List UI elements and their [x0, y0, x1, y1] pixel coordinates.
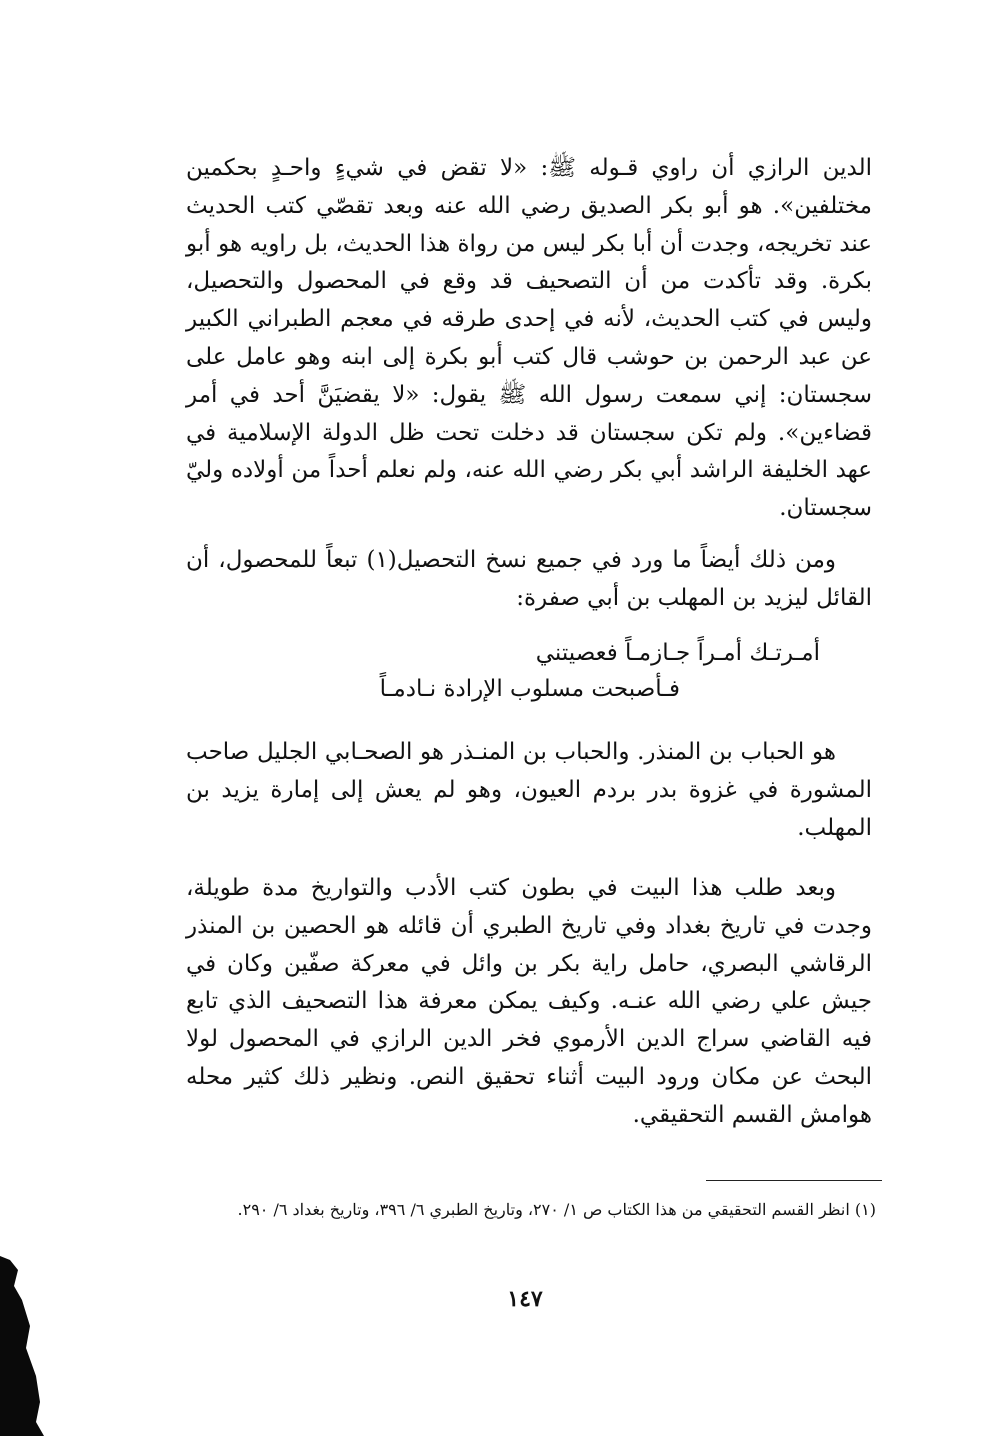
paragraph-3: هو الحباب بن المنذر. والحباب بن المنـذر هو الصحـابي الجليل صاحب المشورة في غزوة بدر بردم العيون، وهو لم يعش إلى إمارة يزيد بن المهلب. [186, 739, 872, 841]
page-number: ١٤٧ [507, 1286, 543, 1312]
scan-shadow-edge [0, 1256, 48, 1436]
verse-first-hemistich: أمـرتـك أمـراً جـازمـاً فعصيتني [535, 640, 820, 666]
paragraph-2: ومن ذلك أيضاً ما ورد في جميع نسخ التحصيل(١) تبعاً للمحصول، أن القائل ليزيد بن المهلب بن أبي صفرة: [186, 547, 872, 611]
paragraph-4: وبعد طلب هذا البيت في بطون كتب الأدب والتواريخ مدة طويلة، وجدت في تاريخ بغداد وفي تاريخ الطبري أن قائله هو الحصين بن المنذر الرقاشي البصري، حامل راية بكر بن وائل في معركة صفّين وكان في جيش علي رضي الله عنـه. وكيف يمكن معرفة هذا التصحيف الذي تابع فيه القاضي سراج الدين الأرموي فخر الدين الرازي في المحصول لولا البحث عن مكان ورود البيت أثناء تحقيق النص. ونظير ذلك كثير محله هوامش القسم التحقيقي. [186, 875, 872, 1128]
verse-second-hemistich: فـأصبحت مسلوب الإرادة نـادمـاً [379, 676, 680, 702]
footnote: (١) انظر القسم التحقيقي من هذا الكتاب ص ١/ ٢٧٠، وتاريخ الطبري ٦/ ٣٩٦، وتاريخ بغداد ٦/ ٢٩٠. [237, 1200, 876, 1219]
footnote-divider [706, 1180, 882, 1181]
paragraph-1: الدين الرازي أن راوي قـوله ﷺ: «لا تقض في شيءٍ واحـدٍ بحكمين مختلفين». هو أبو بكر الصديق رضي الله عنه وبعد تقصّي كتب الحديث عند تخريجه، وجدت أن أبا بكر ليس من رواة هذا الحديث، بل راويه هو أبو بكرة. وقد تأكدت من أن التصحيف قد وقع في المحصول والتحصيل، وليس في كتب الحديث، لأنه في إحدى طرقه في معجم الطبراني الكبير عن عبد الرحمن بن حوشب قال كتب أبو بكرة إلى ابنه وهو عامل على سجستان: إني سمعت رسول الله ﷺ يقول: «لا يقضيَنَّ أحد في أمر قضاءين». ولم تكن سجستان قد دخلت تحت ظل الدولة الإسلامية في عهد الخليفة الراشد أبي بكر رضي الله عنه، ولم نعلم أحداً من أولاده وليّ سجستان. [186, 155, 872, 522]
